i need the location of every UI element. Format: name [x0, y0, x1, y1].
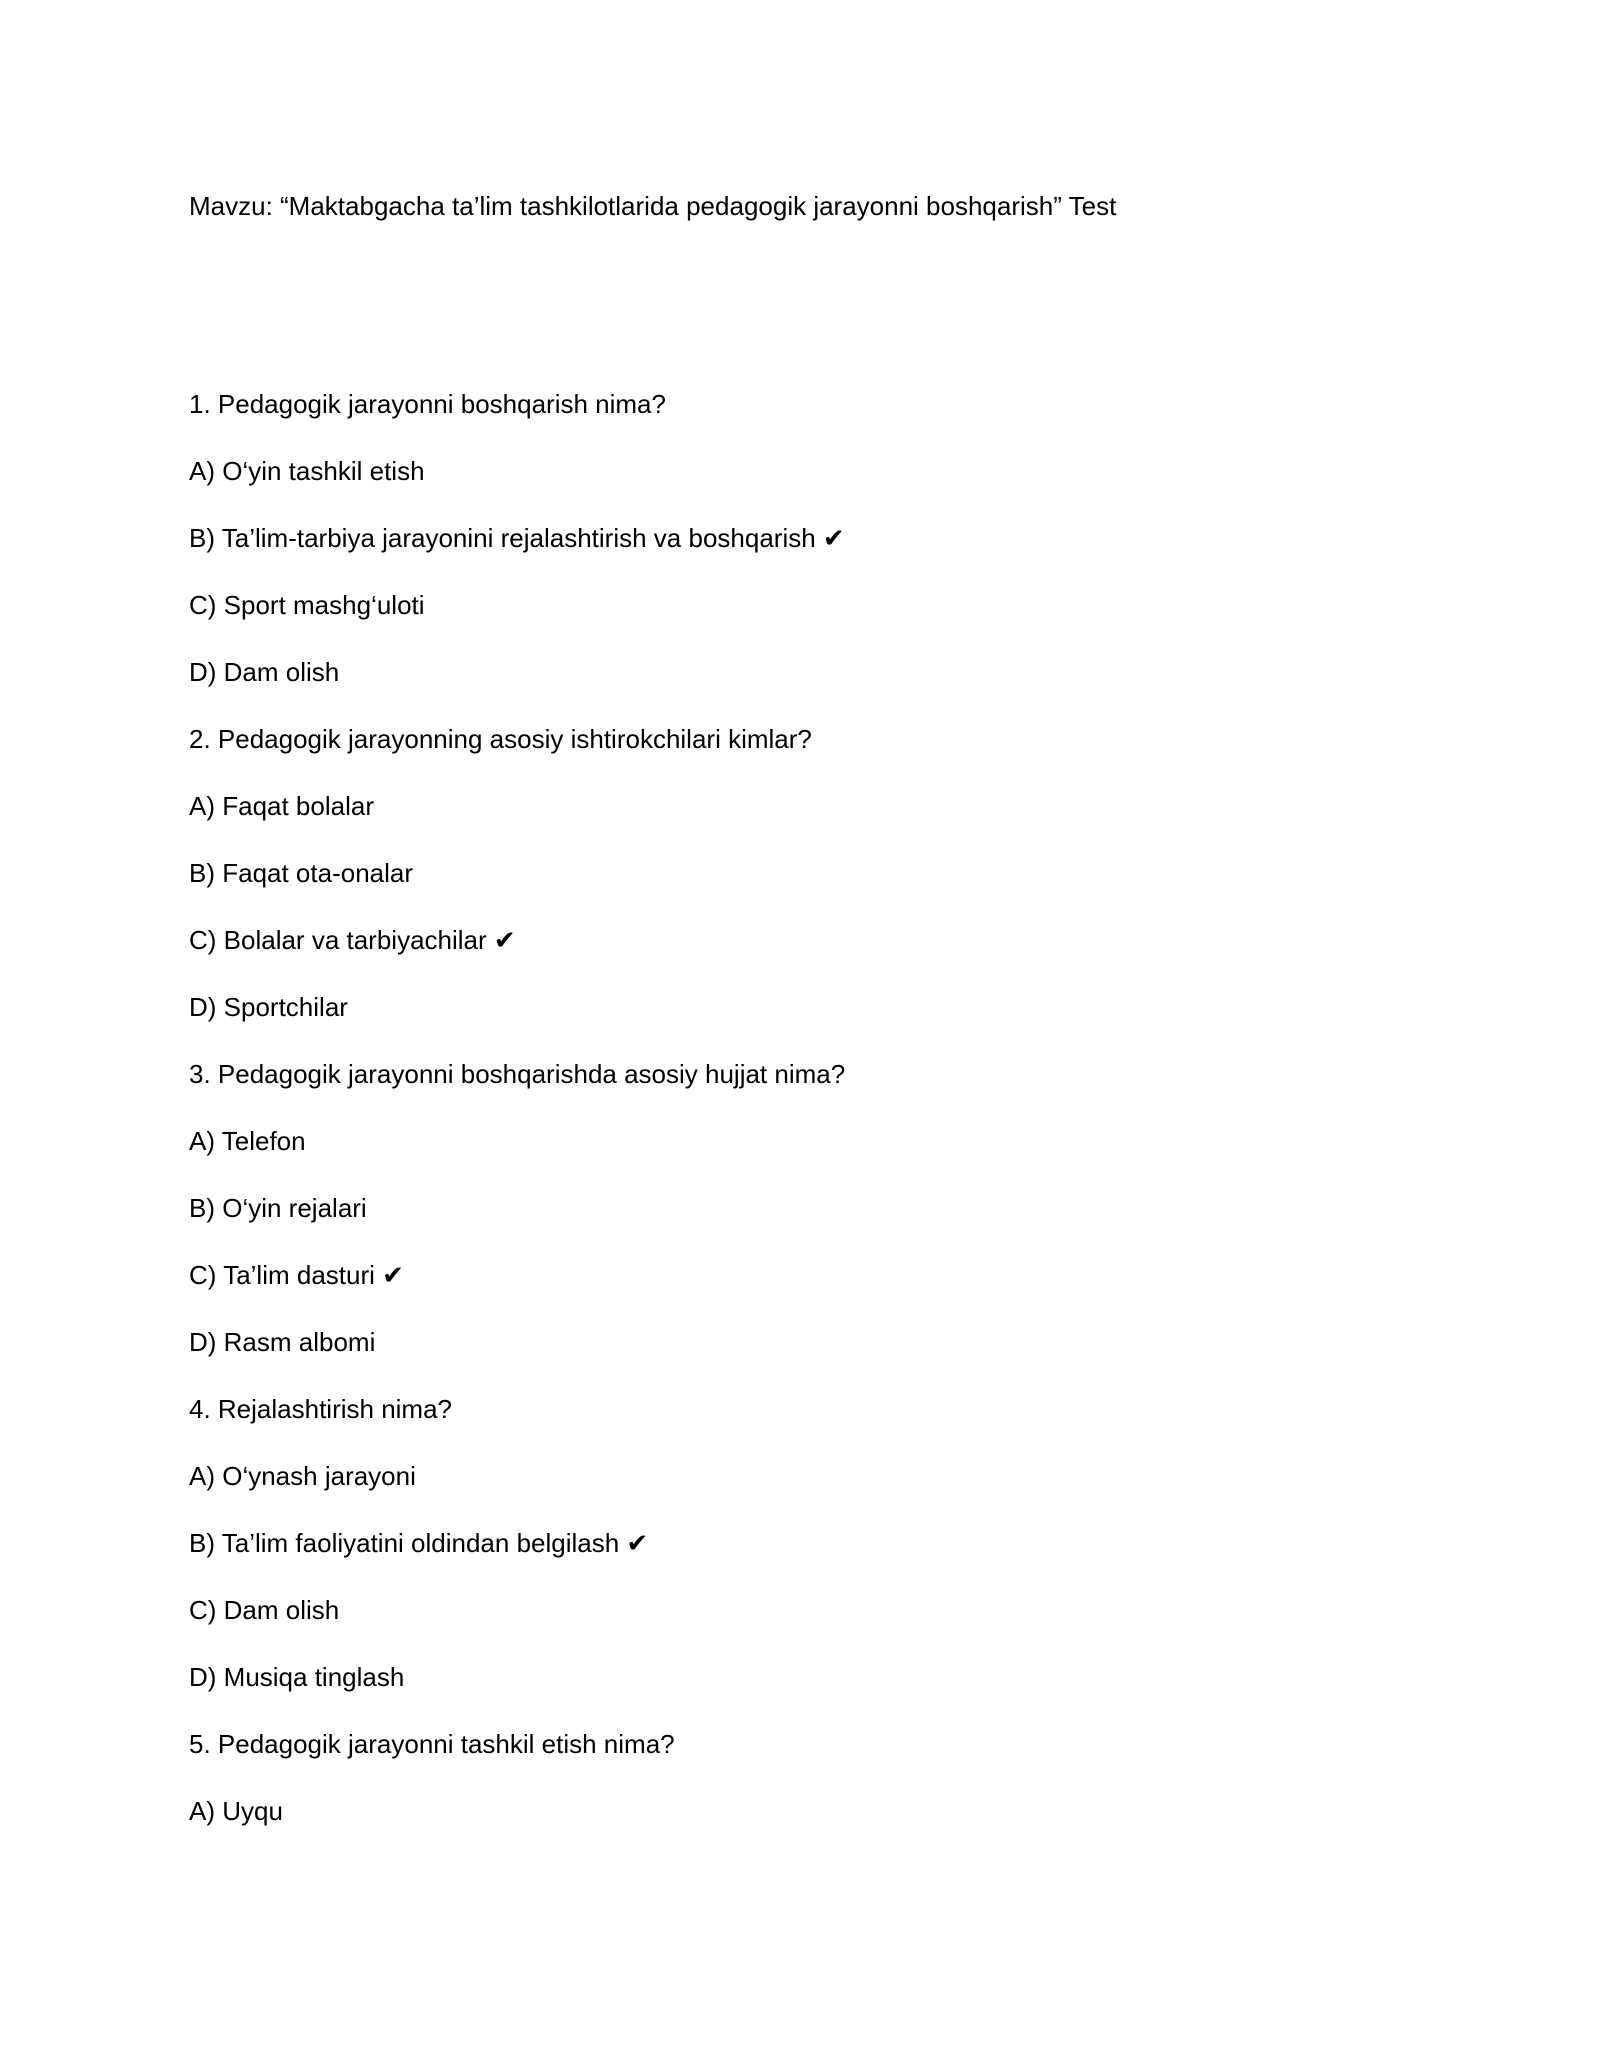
test-content — [189, 386, 1489, 1860]
question-4-option-c: C) Dam olish — [189, 1595, 340, 1625]
question-3-option-d: D) Rasm albomi — [189, 1327, 376, 1357]
question-2-option-a: A) Faqat bolalar — [189, 791, 374, 821]
question-1-option-c: C) Sport mashg‘uloti — [189, 590, 425, 620]
question-3-option-a: A) Telefon — [189, 1126, 306, 1156]
question-4-option-a: A) O‘ynash jarayoni — [189, 1461, 416, 1491]
question-3-option-b: B) O‘yin rejalari — [189, 1193, 367, 1223]
question-5-option-a: A) Uyqu — [189, 1796, 283, 1826]
question-1-option-a: A) O‘yin tashkil etish — [189, 456, 425, 486]
question-3: 3. Pedagogik jarayonni boshqarishda asosiy hujjat nima? — [189, 1059, 846, 1089]
document-title: Mavzu: “Maktabgacha ta’lim tashkilotlarida pedagogik jarayonni boshqarish” Test — [189, 191, 1117, 221]
question-5: 5. Pedagogik jarayonni tashkil etish nima? — [189, 1729, 675, 1759]
question-4-option-d: D) Musiqa tinglash — [189, 1662, 405, 1692]
question-2-option-b: B) Faqat ota-onalar — [189, 858, 414, 888]
question-4: 4. Rejalashtirish nima? — [189, 1394, 453, 1424]
question-1-option-d: D) Dam olish — [189, 657, 340, 687]
question-3-option-c: C) Ta’lim dasturi ✔ — [189, 1260, 404, 1290]
question-2-option-c: C) Bolalar va tarbiyachilar ✔ — [189, 925, 516, 955]
question-2-option-d: D) Sportchilar — [189, 992, 348, 1022]
question-1: 1. Pedagogik jarayonni boshqarish nima? — [189, 389, 666, 419]
question-2: 2. Pedagogik jarayonning asosiy ishtirokchilari kimlar? — [189, 724, 812, 754]
question-1-option-b: B) Ta’lim-tarbiya jarayonini rejalashtirish va boshqarish ✔ — [189, 523, 845, 553]
question-4-option-b: B) Ta’lim faoliyatini oldindan belgilash ✔ — [189, 1528, 649, 1558]
